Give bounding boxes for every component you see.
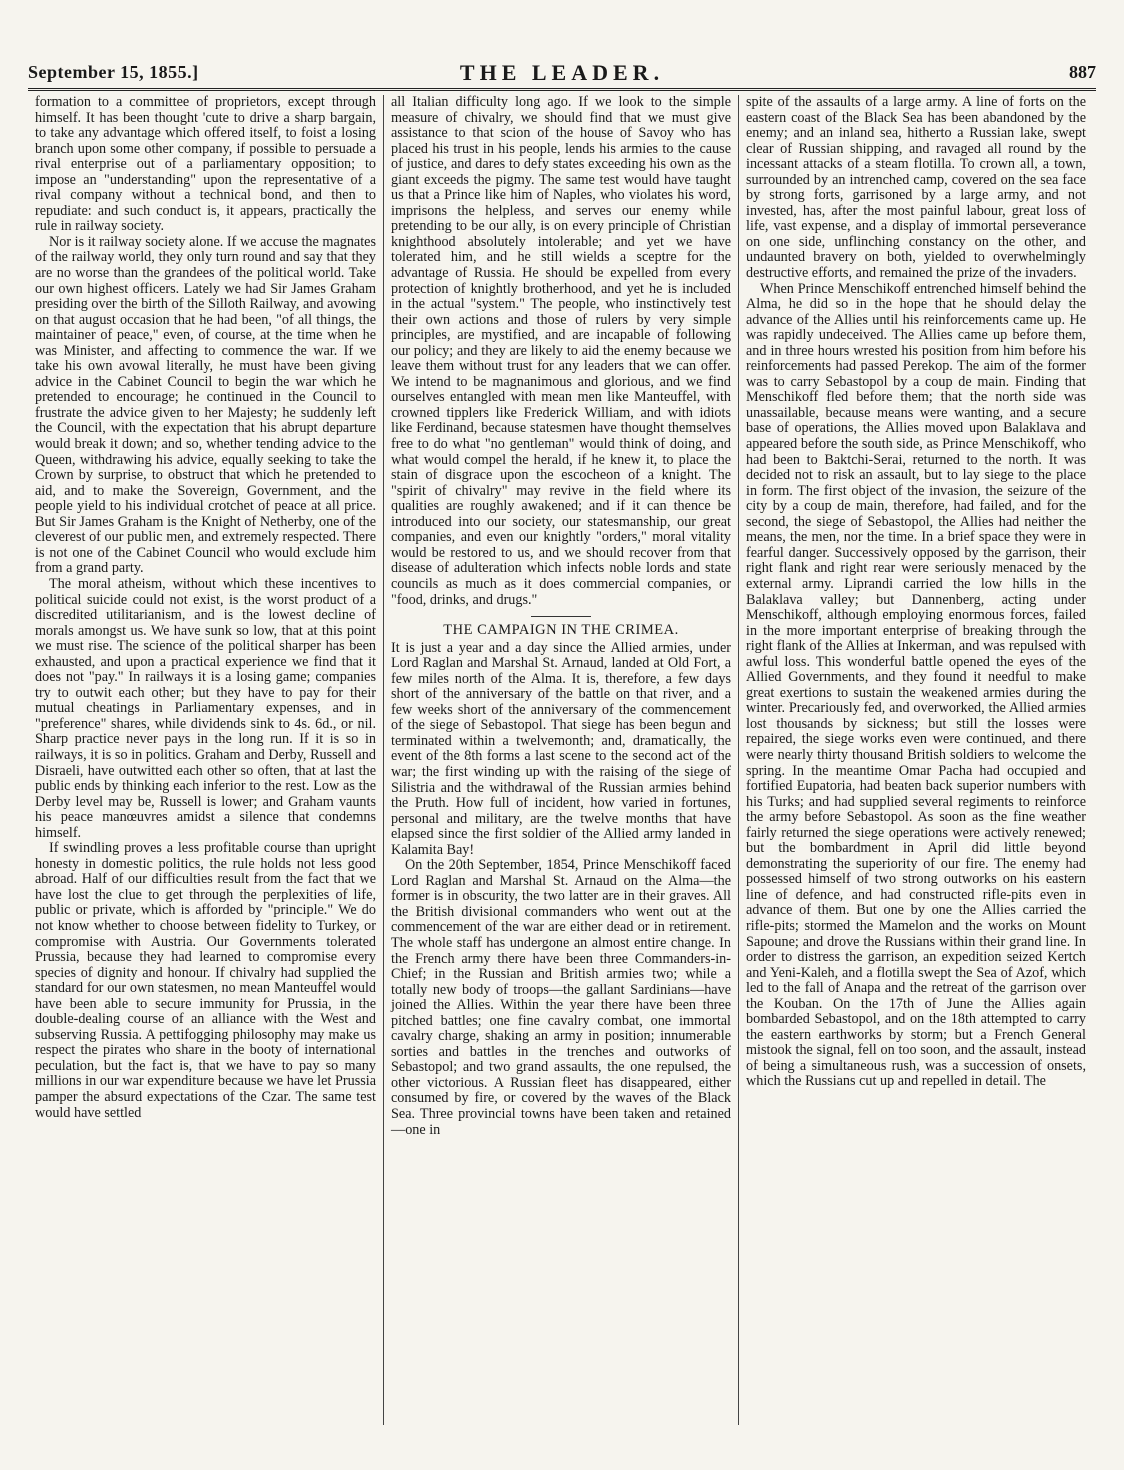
paragraph: spite of the assaults of a large army. A line of forts on the eastern coast of the Black Sea has been abandoned by the enemy; and an inland sea, hitherto a Russian lake, swept clear of Russian shipping, and ravaged all round by the incessant attacks of a steam flotilla. To crown all, a town, surrounded by an intrenched camp, covered on the sea face by strong forts, garrisoned by a large army, and not invested, has, after the most painful labour, great loss of life, vast expense, and a display of immortal perseverance on one side, unflinching constancy on the other, and undaunted bravery on both, yielded to overwhelmingly destructive efforts, and remained the prize of the invaders.	[746, 95, 1086, 282]
paragraph: Nor is it railway society alone. If we accuse the magnates of the railway world, they only turn round and say that they are no worse than the grandees of the political world. Take our own highest officers. Lately we had Sir James Graham presiding over the birth of the Silloth Railway, and avowing on that august occasion that he had been, "of all things, the maintainer of peace," even, of course, at the time when he was Minister, and affecting to commence the war. If we take his own avowal literally, he must have been giving advice in the Cabinet Council to begin the war which he pretended to encourage; he continued in the Council to frustrate the advice given to her Majesty; he suddenly left the Council, with the expectation that his abrupt departure would break it down; and so, whether tending advice to the Queen, withdrawing his advice, equally seeking to take the Crown by surprise, to obstruct that which he pretended to aid, and to make the Sovereign, Government, and the people yield to his individual crotchet of peace at all price. But Sir James Graham is the Knight of Netherby, one of the cleverest of our public men, and extremely respected. There is not one of the Cabinet Council who would exclude him from a grand party.	[35, 233, 376, 577]
paragraph: The moral atheism, without which these incentives to political suicide could not exist, is the worst product of a discredited utilitarianism, and is the lowest decline of morals amongst us. We have sunk so low, that at this point we must rise. The science of the political sharper has been exhausted, and upon a practical experience we find that it does not "pay." In railways it is a losing game; companies try to outwit each other; but they have to pay for their mutual cheatings in Parliamentary expenses, and in "preference" shares, while dividends sink to 4s. 6d., or nil. Sharp practice never pays in the long run. If it is so in railways, it is so in politics. Graham and Derby, Russell and Disraeli, have outwitted each other so often, that at last the public ends by thinking each inferior to the rest. Low as the Derby level may be, Russell is lower; and Graham vaunts his peace manœuvres amidst a silence that condemns himself.	[35, 575, 376, 841]
column-1	[28, 95, 383, 1425]
article-columns	[28, 95, 1094, 1425]
page-header	[28, 62, 1096, 88]
paragraph: all Italian difficulty long ago. If we look to the simple measure of chivalry, we should find that we must give assistance to that scion of the house of Savoy who has placed his trust in his people, lends his armies to the cause of justice, and dares to defy states exceeding his own as the giant exceeds the pigmy. The same test would have taught us that a Prince like him of Naples, who violates his word, imprisons the helpless, and serves our enemy while pretending to be our ally, is on every principle of Christian knighthood absolutely intolerable; and yet we have tolerated him, and he still wields a sceptre for the advantage of Russia. He should be expelled from every protection of knightly brotherhood, and yet he is included in the actual "system." The people, who instinctively test their own actions and those of rulers by very simple principles, are mystified, and are incapable of following our policy; and they are likely to aid the enemy because we leave them without trust for any leaders that we can offer. We intend to be magnanimous and glorious, and we find ourselves entangled with mean men like Manteuffel, with crowned tipplers like Frederick William, and with idiots like Ferdinand, because statesmen have thought themselves free to do what "no gentleman" would think of doing, and what would compel the herald, if he knew it, to place the stain of disgrace upon the escocheon of a knight. The "spirit of chivalry" may revive in the field where its qualities are roughly awakened; and if it can thence be introduced into our society, our statesmanship, our great companies, and even our knightly "orders," moral vitality would be restored to us, and we should recover from that disease of adulteration which infects noble lords and state councils as much as it does commercial companies, or "food, drinks, and drugs."	[391, 95, 731, 608]
section-divider	[531, 616, 591, 617]
paragraph: If swindling proves a less profitable course than upright honesty in domestic politics, the rule holds not less good abroad. Half of our difficulties result from the fact that we have lost the clue to get through the perplexities of life, public or private, which is afforded by "principle." We do not know whether to choose between fidelity to Turkey, or compromise with Austria. Our Governments tolerated Prussia, because they had learned to compromise every species of dignity and honour. If chivalry had supplied the standard for our own statesmen, no mean Manteuffel would have been able to secure immunity for Prussia, in the double-dealing course of an alliance with the West and subserving Russia. A pettifogging philosophy may make us respect the pirates who share in the booty of international peculation, but the fact is, that we have to pay so many millions in our war expenditure because we have let Prussia pamper the absurd expectations of the Czar. The same test would have settled	[35, 840, 376, 1121]
paragraph: formation to a committee of proprietors, except through himself. It has been thought 'cute to drive a sharp bargain, to take any advantage which offered itself, to foist a losing branch upon some other company, if possible to persuade a rival enterprise out of a parliamentary opposition; to impose an "understanding" upon the representative of a rival company without a technical bond, and then to repudiate: and such conduct is, it appears, practically the rule in railway society.	[35, 95, 376, 235]
header-rule	[28, 88, 1096, 91]
page-number: 887	[1069, 62, 1096, 82]
paragraph: It is just a year and a day since the Allied armies, under Lord Raglan and Marshal St. Arnaud, landed at Old Fort, a few miles north of the Alma. It is, therefore, a few days short of the anniversary of the battle on that river, and a few weeks short of the anniversary of the commencement of the siege of Sebastopol. That siege has been begun and terminated within a twelvemonth; and, dramatically, the event of the 8th forms a last scene to the second act of the war; the first winding up with the raising of the siege of Silistria and the withdrawal of the Russian armies behind the Pruth. How full of incident, how varied in fortunes, personal and military, are the twelve months that have elapsed since the first soldier of the Allied army landed in Kalamita Bay!	[391, 639, 731, 858]
section-heading: THE CAMPAIGN IN THE CRIMEA.	[443, 622, 679, 639]
issue-date: September 15, 1855.]	[28, 62, 199, 82]
column-2	[383, 95, 738, 1425]
masthead-title: THE LEADER.	[459, 60, 665, 85]
paragraph: On the 20th September, 1854, Prince Menschikoff faced Lord Raglan and Marshal St. Arnaud on the Alma—the former is in obscurity, the two latter are in their graves. All the British divisional commanders who went out at the commencement of the war are either dead or in retirement. The whole staff has undergone an almost entire change. In the French army there have been three Commanders-in-Chief; in the Russian and British armies two; while a totally new body of troops—the gallant Sardinians—have joined the Allies. Within the year there have been three pitched battles; one fine cavalry combat, one immortal cavalry charge, shaking an army in position; innumerable sorties and battles in the trenches and outworks of Sebastopol; and two grand assaults, the one repulsed, the other victorious. A Russian fleet has disappeared, either consumed by fire, or covered by the waves of the Black Sea. Three provincial towns have been taken and retained—one in	[391, 857, 731, 1138]
column-3	[738, 95, 1093, 1425]
paragraph: When Prince Menschikoff entrenched himself behind the Alma, he did so in the hope that he should delay the advance of the Allies until his reinforcements came up. He was rapidly undeceived. The Allies came up before them, and in three hours wrested his position from him before his reinforcements had passed Perekop. The aim of the former was to carry Sebastopol by a coup de main. Finding that Menschikoff fled before them; that the north side was unassailable, because means were wanting, and a secure base of operations, the Allies moved upon Balaklava and appeared before the south side, as Prince Menschikoff, who had been to Baktchi-Serai, returned to the north. It was decided not to risk an assault, but to lay siege to the place in form. The first object of the invasion, the seizure of the city by a coup de main, therefore, had failed, and for the second, the siege of Sebastopol, the Allies had neither the means, the men, nor the time. In a brief space they were in fearful danger. Successively opposed by the garrison, their right flank and right rear were seriously menaced by the external army. Liprandi carried the low hills in the Balaklava valley; but Dannenberg, acting under Menschikoff, although employing enormous forces, failed in the more important enterprise of breaking through the right flank of the Allies at Inkerman, and was repulsed with awful loss. This wonderful battle opened the eyes of the Allied Governments, and they found it needful to make great exertions to sustain the weakened armies during the winter. Precariously fed, and overworked, the Allied armies lost thousands by sickness; but still the losses were repaired, the siege works even were continued, and there were nearly thirty thousand British soldiers to welcome the spring. In the meantime Omar Pacha had occupied and fortified Eupatoria, had beaten back superior numbers with his Turks; and had supplied several regiments to reinforce the army before Sebastopol. As soon as the fine weather fairly returned the siege operations were actively renewed; but the bombardment in April did little beyond demonstrating the superiority of our fire. The enemy had possessed himself of two strong outworks on his eastern line of defence, and had constructed rifle-pits even in advance of them. But one by one the Allies carried the rifle-pits; stormed the Mamelon and the works on Mount Sapoune; and drove the Russians within their grand line. In order to distress the garrison, an expedition seized Kertch and Yeni-Kaleh, and a flotilla swept the Sea of Azof, which led to the fall of Anapa and the retreat of the garrison over the Kouban. On the 17th of June the Allies again bombarded Sebastopol, and on the 18th attempted to carry the eastern earthworks by storm; but a French General mistook the signal, fell on too soon, and the assault, instead of being a simultaneous rush, was a succession of onsets, which the Russians cut up and repelled in detail. The	[746, 280, 1086, 1090]
